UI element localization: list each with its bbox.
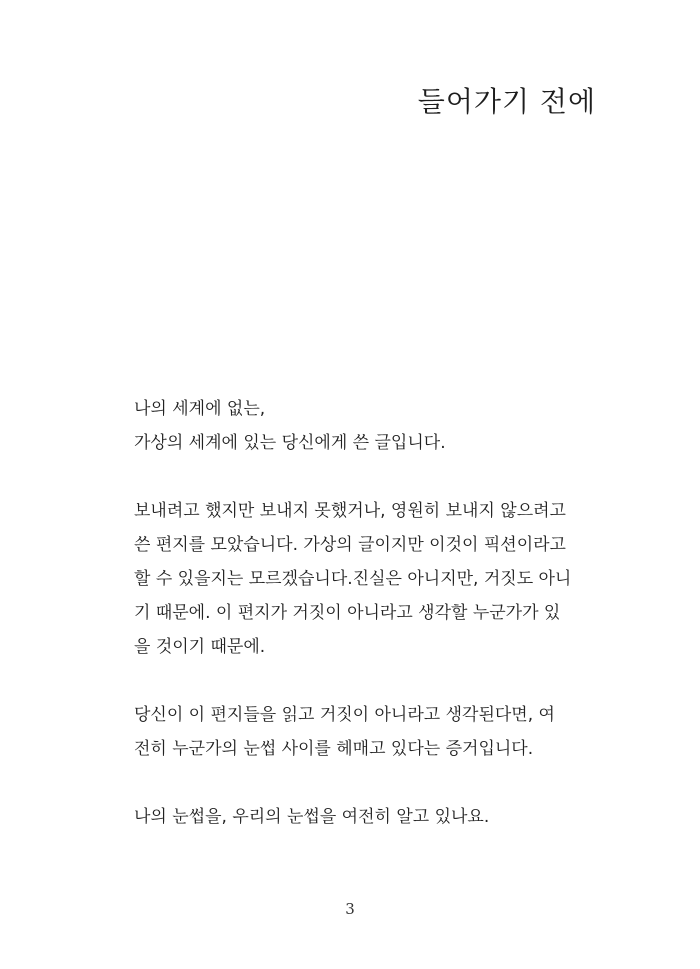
text-line: 기 때문에. 이 편지가 거짓이 아니라고 생각할 누군가가 있 [134, 603, 561, 623]
text-line: 할 수 있을지는 모르겠습니다.진실은 아니지만, 거짓도 아니 [134, 569, 572, 589]
text-line: 가상의 세계에 있는 당신에게 쓴 글입니다. [134, 433, 446, 453]
paragraph-2 [134, 494, 604, 664]
paragraph-3 [134, 698, 604, 766]
page-number: 3 [345, 900, 355, 918]
text-line: 당신이 이 편지들을 읽고 거짓이 아니라고 생각된다면, 여 [134, 705, 555, 725]
chapter-title: 들어가기 전에 [417, 85, 596, 118]
paragraph-4 [134, 800, 604, 834]
text-line: 나의 눈썹을, 우리의 눈썹을 여전히 알고 있나요. [134, 807, 490, 827]
text-line: 전히 누군가의 눈썹 사이를 헤매고 있다는 증거입니다. [134, 739, 534, 759]
body-text [134, 392, 604, 868]
text-line: 나의 세계에 없는, [134, 399, 266, 419]
text-line: 쓴 편지를 모았습니다. 가상의 글이지만 이것이 픽션이라고 [134, 535, 566, 555]
text-line: 보내려고 했지만 보내지 못했거나, 영원히 보내지 않으려고 [134, 501, 566, 521]
text-line: 을 것이기 때문에. [134, 637, 266, 657]
paragraph-1 [134, 392, 604, 460]
